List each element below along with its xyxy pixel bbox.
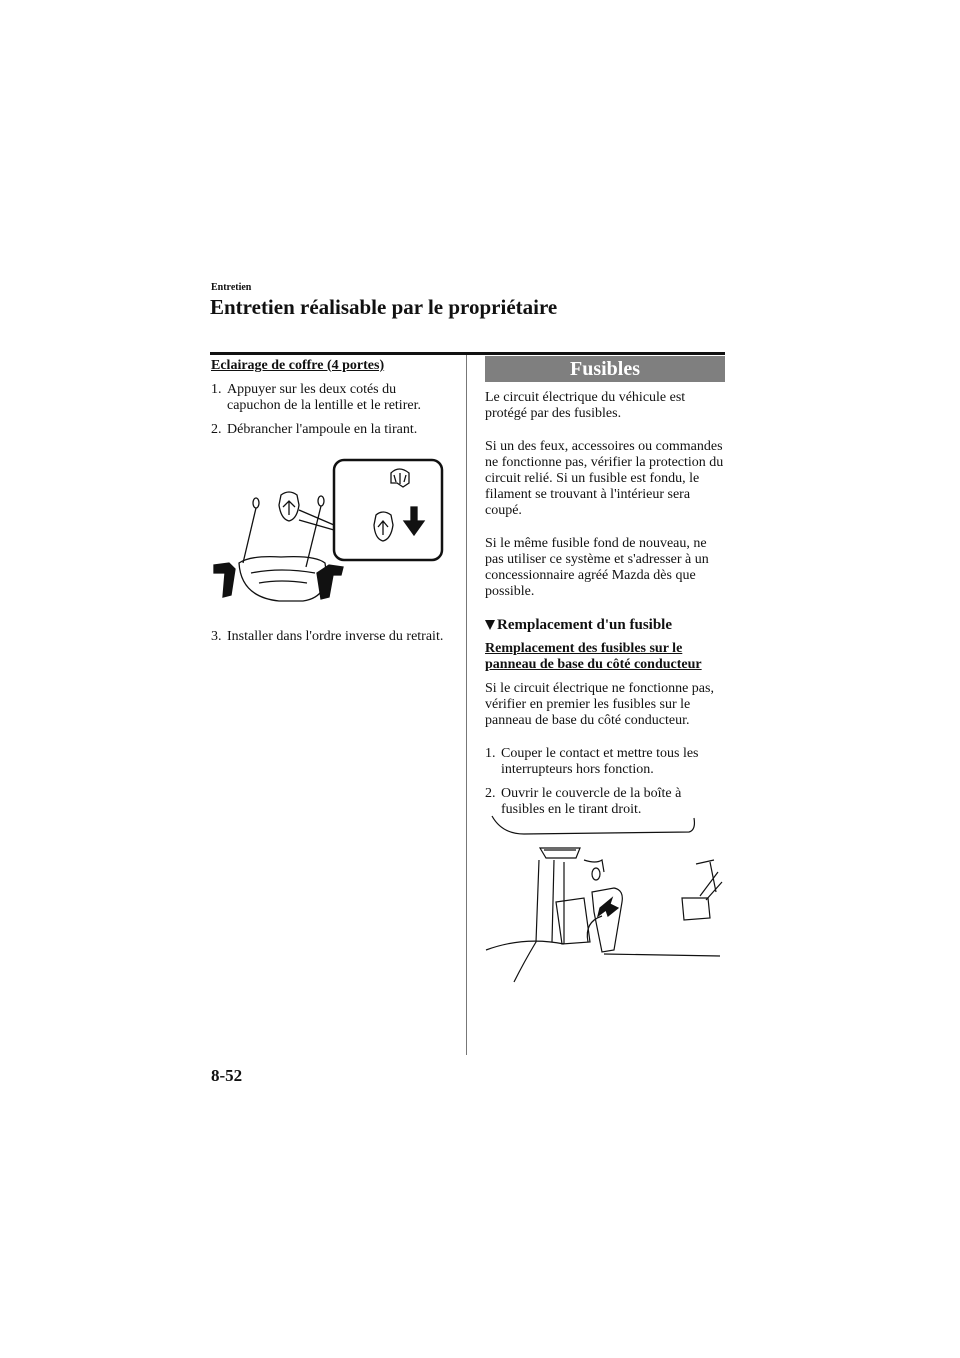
page-title: Entretien réalisable par le propriétaire: [210, 295, 558, 319]
fuse-replacement-subheading: Remplacement d'un fusible: [485, 617, 727, 633]
fuses-paragraph-3: Si le même fusible fond de nouveau, ne pas utiliser ce système et s'adresser à un concessionnaire agréé Mazda dès que possible.: [485, 536, 709, 599]
left-column: [211, 358, 451, 446]
fuses-paragraph-1: Le circuit électrique du véhicule est protégé par des fusibles.: [485, 390, 686, 421]
left-step-3: 3. Installer dans l'ordre inverse du retrait.: [211, 629, 444, 644]
title-rule: [210, 352, 725, 355]
left-step-2: 2. Débrancher l'ampoule en la tirant.: [211, 422, 418, 437]
right-step-2: 2. Ouvrir le couvercle de la boîte à fusibles en le tirant droit.: [485, 786, 682, 817]
trunk-light-heading: Eclairage de coffre (4 portes): [211, 358, 385, 373]
triangle-bullet-icon: [485, 620, 495, 630]
column-divider: [466, 355, 467, 1055]
driver-panel-intro: Si le circuit électrique ne fonctionne pas, vérifier en premier les fusibles sur le panneau de base du côté conducteur.: [485, 681, 714, 728]
section-label: Entretien: [211, 282, 252, 293]
trunk-light-illustration: [211, 455, 447, 610]
page-number: 8-52: [211, 1066, 243, 1085]
driver-panel-heading: Remplacement des fusibles sur le panneau de base du côté conducteur: [485, 641, 702, 672]
left-step-1: 1. Appuyer sur les deux cotés du capuchon de la lentille et le retirer.: [211, 382, 421, 413]
fuse-box-illustration: [484, 812, 726, 987]
fuses-band-title: Fusibles: [485, 356, 725, 382]
right-step-1: 1. Couper le contact et mettre tous les interrupteurs hors fonction.: [485, 746, 699, 777]
fuses-paragraph-2: Si un des feux, accessoires ou commandes ne fonctionne pas, vérifier la protection du circuit relié. Si un fusible est fondu, le filament se trouvant à l'intérieur sera coupé.: [485, 439, 724, 518]
right-column: [485, 356, 727, 826]
